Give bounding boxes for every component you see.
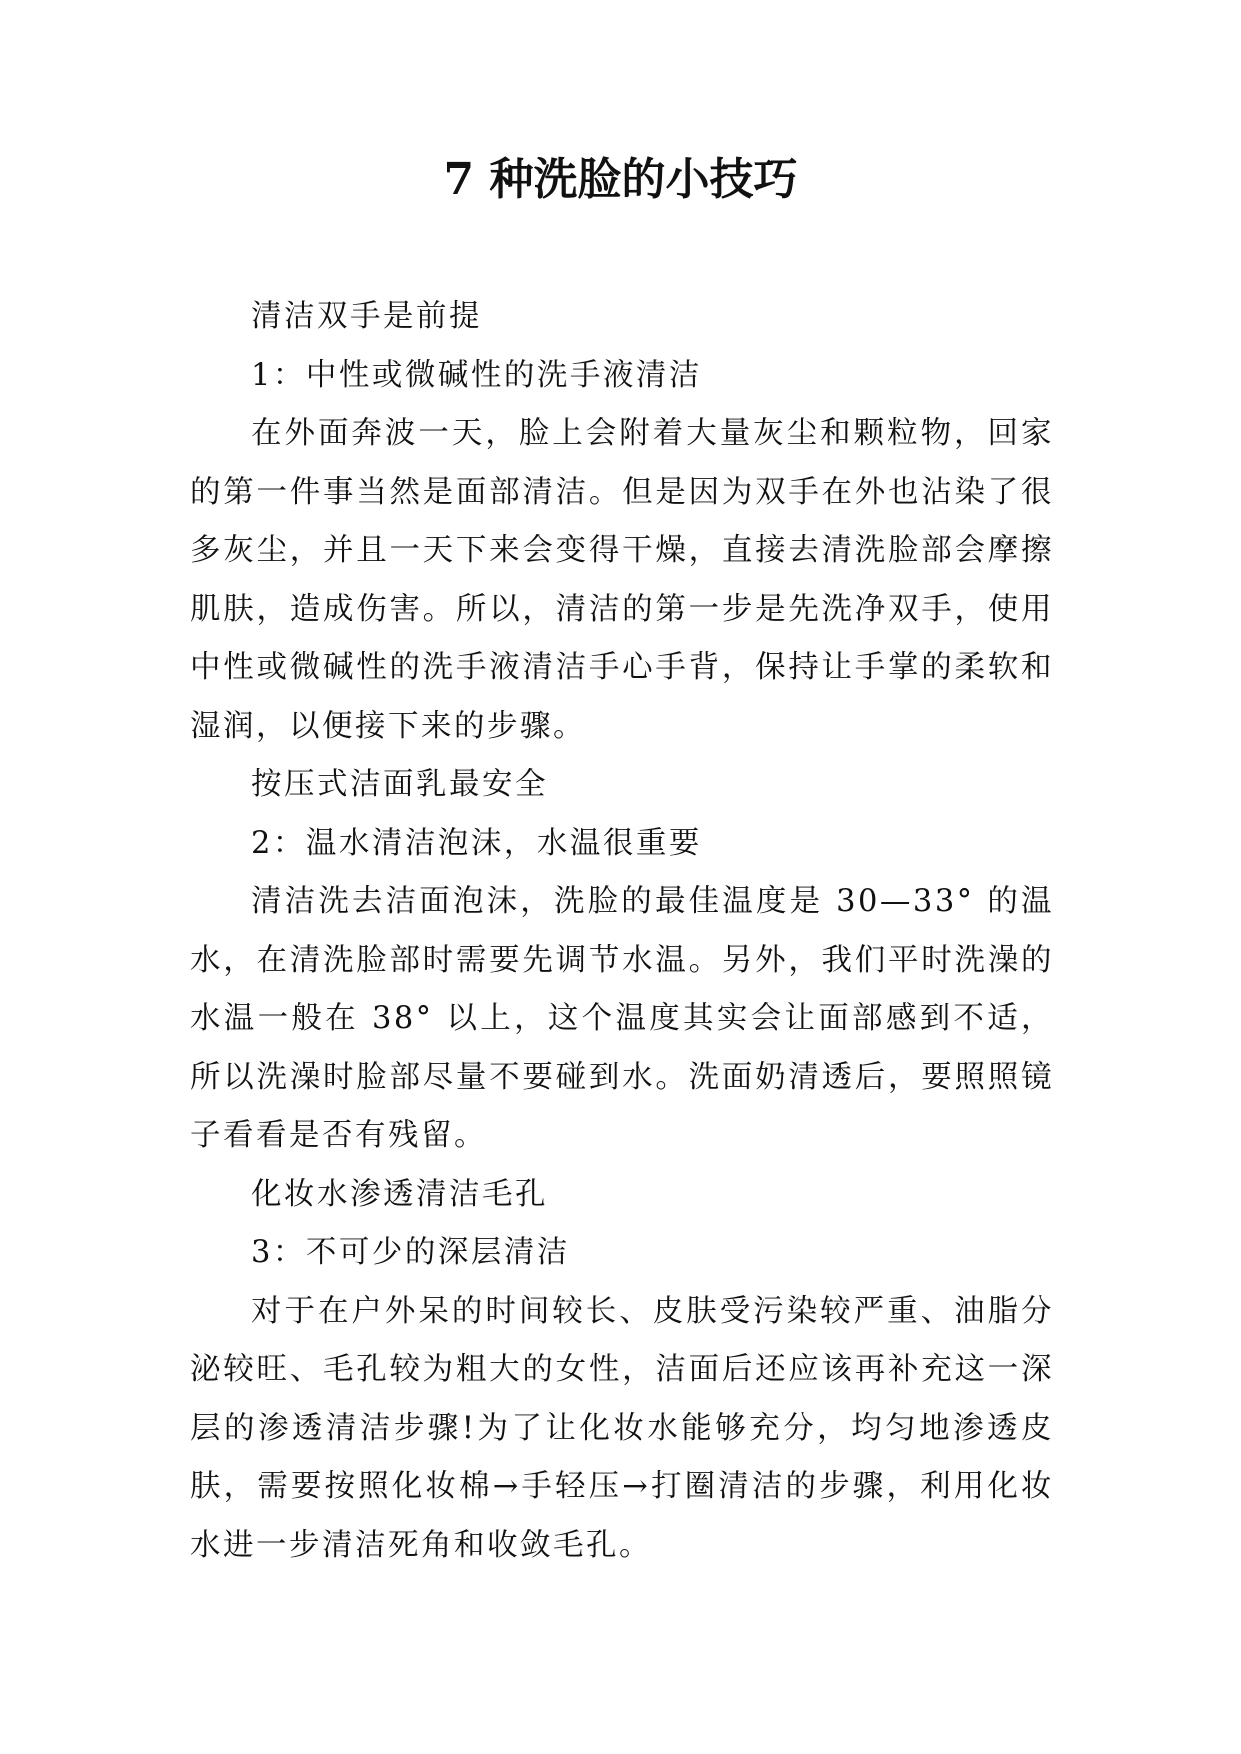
paragraph-step-1-text: 在外面奔波一天，脸上会附着大量灰尘和颗粒物，回家的第一件事当然是面部清洁。但是因为双手在外也沾染了很多灰尘，并且一天下来会变得干燥，直接去清洗脸部会摩擦肌肤，造成伤害。所以，清洁的第一步是先洗净双手，使用中性或微碱性的洗手液清洁手心手背，保持让手掌的柔软和湿润，以便接下来的步骤。 [190, 416, 1054, 744]
paragraph-step-2-text: 清洁洗去洁面泡沫，洗脸的最佳温度是 30—33° 的温水，在清洗脸部时需要先调节水温。另外，我们平时洗澡的水温一般在 38° 以上，这个温度其实会让面部感到不适，所以洗澡时脸部尽量不要碰到水。洗面奶清透后，要照照镜子看看是否有残留。 [190, 884, 1054, 1153]
paragraph-heading-toner: 化妆水渗透清洁毛孔 [251, 1176, 548, 1212]
paragraph-step-3-title: 3：不可少的深层清洁 [251, 1235, 570, 1270]
paragraph-step-1-title: 1：中性或微碱性的洗手液清洁 [251, 357, 702, 393]
paragraph-step-2-title: 2：温水清洁泡沫，水温很重要 [251, 825, 702, 861]
paragraph-heading-cleanser: 按压式洁面乳最安全 [251, 767, 548, 802]
paragraph-step-3-text: 对于在户外呆的时间较长、皮肤受污染较严重、油脂分泌较旺、毛孔较为粗大的女性，洁面后还应该再补充这一深层的渗透清洁步骤!为了让化妆水能够充分，均匀地渗透皮肤，需要按照化妆棉→手轻压→打圈清洁的步骤，利用化妆水进一步清洁死角和收敛毛孔。 [190, 1293, 1054, 1563]
document-title: 7 种洗脸的小技巧 [443, 154, 798, 205]
document-body [190, 288, 1054, 1575]
paragraph-heading-clean-hands: 清洁双手是前提 [251, 299, 482, 334]
